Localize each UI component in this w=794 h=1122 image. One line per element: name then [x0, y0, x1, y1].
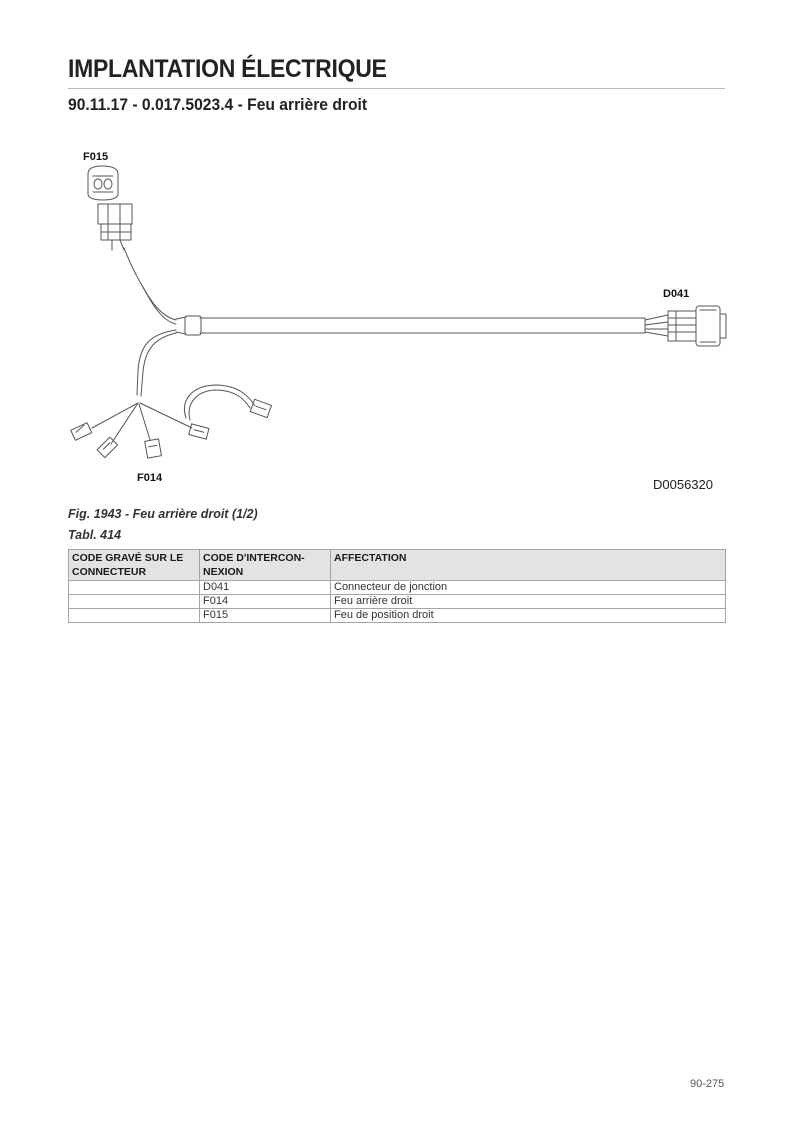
- cell-engraved: [69, 581, 200, 595]
- table-header-row: [69, 550, 726, 581]
- cell-code: F014: [200, 595, 331, 609]
- f015-cap: [88, 166, 118, 200]
- table-row: [69, 609, 726, 623]
- branch-f014: [137, 330, 176, 395]
- table-row: [69, 581, 726, 595]
- table-caption: Tabl. 414: [68, 528, 122, 542]
- connector-table: [68, 549, 726, 623]
- branch-f015: [124, 248, 176, 320]
- page-number: 90-275: [690, 1078, 725, 1090]
- page-subtitle: 90.11.17 - 0.017.5023.4 - Feu arrière droit: [68, 95, 368, 114]
- junction-sleeve: [185, 316, 201, 335]
- cell-code: F015: [200, 609, 331, 623]
- header-interconnection-code: CODE D'INTERCON- NEXION: [200, 550, 331, 581]
- title-divider: [68, 88, 725, 89]
- f014-plugs: [71, 399, 272, 458]
- page-title: IMPLANTATION ÉLECTRIQUE: [68, 55, 387, 83]
- cell-assignment: Feu arrière droit: [331, 595, 726, 609]
- cell-assignment: Feu de position droit: [331, 609, 726, 623]
- f015-body: [98, 204, 132, 224]
- diagram-reference: D0056320: [653, 477, 713, 492]
- main-harness-sheath: [200, 318, 645, 333]
- cell-engraved: [69, 609, 200, 623]
- header-assignment: AFFECTATION: [331, 550, 726, 581]
- label-f014: F014: [137, 472, 163, 484]
- label-f015: F015: [83, 151, 109, 163]
- figure-caption: Fig. 1943 - Feu arrière droit (1/2): [68, 507, 258, 521]
- cell-engraved: [69, 595, 200, 609]
- header-engraved-code: CODE GRAVÉ SUR LE CONNECTEUR: [69, 550, 200, 581]
- wiring-harness-diagram: [0, 130, 794, 500]
- cell-assignment: Connecteur de jonction: [331, 581, 726, 595]
- label-d041: D041: [663, 288, 690, 300]
- table-row: [69, 595, 726, 609]
- d041-connector-body: [668, 311, 696, 341]
- cell-code: D041: [200, 581, 331, 595]
